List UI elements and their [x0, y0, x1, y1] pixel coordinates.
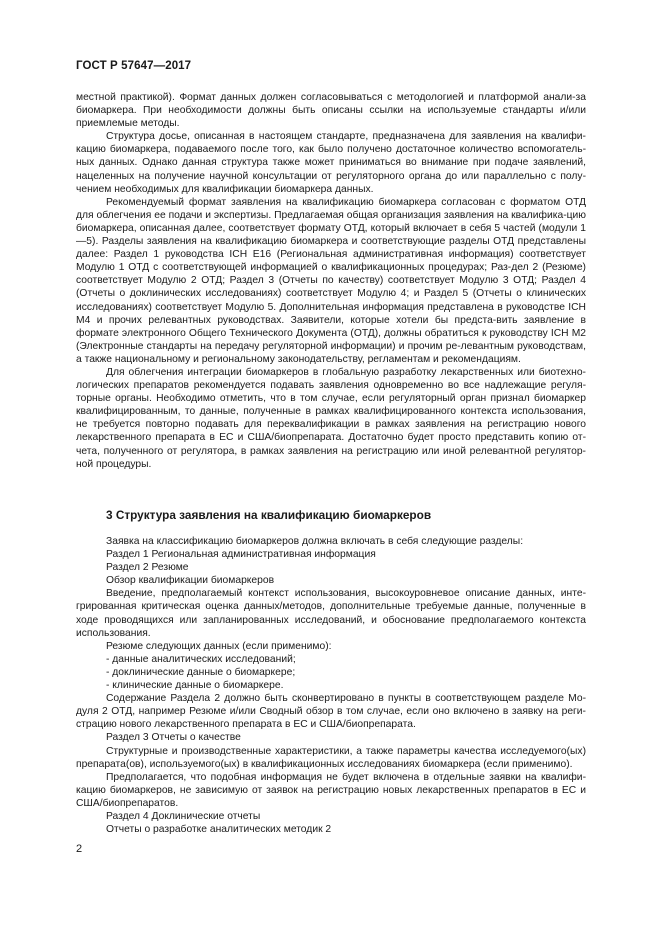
- section-item-1: Раздел 1 Региональная административная информация: [106, 549, 376, 561]
- section-intro: Заявка на классификацию биомаркеров должна включать в себя следующие разделы:: [106, 536, 524, 547]
- list-item: - данные аналитических исследований;: [106, 653, 296, 665]
- page-number: 2: [76, 843, 83, 855]
- section-subheading-overview: Обзор квалификации биомаркеров: [106, 575, 275, 587]
- section-summary-intro: Резюме следующих данных (если применимо):: [106, 640, 332, 652]
- paragraph-continuation: местной практикой). Формат данных должен согласовываться с методологией и платформой анали-за биомаркера. При необходимости должны быть описаны ссылки на используемые стандарты и/или приемлемые методы.: [76, 92, 586, 130]
- section-paragraph-introduction: Введение, предполагаемый контекст использования, высокоуровневое описание данных, инте-грированная критическая оценка данных/методов, дополнительные требуемые данные, полученные в ходе проводящихся или запланированных исследований, и обоснование предполагаемого контекста использования.: [76, 588, 586, 639]
- section-paragraph-quality: Структурные и производственные характеристики, а также параметры качества исследуемого(ых) препарата(ов), используемого(ых) в квалификационных исследованиях биомаркера (если применимо).: [76, 745, 586, 770]
- section-paragraph-assumption: Предполагается, что подобная информация не будет включена в отдельные заявки на квалифи-кацию биомаркеров, не зависимую от заявок на регистрацию новых лекарственных препаратов в ЕС и США/биопрепаратов.: [76, 771, 586, 809]
- list-item: - клинические данные о биомаркере.: [106, 680, 284, 692]
- section-item-4: Раздел 4 Доклинические отчеты: [106, 810, 261, 822]
- section-paragraph-content: Содержание Раздела 2 должно быть сконвертировано в пункты в соответствующем разделе Мо-дуля 2 ОТД, например Резюме и/или Сводный обзор в том случае, если оно включено в заявку на реги-страцию нового лекарственного препарата в ЕС и США/биопрепарата.: [76, 693, 586, 731]
- section-item-2: Раздел 2 Резюме: [106, 562, 189, 574]
- standard-header: ГОСТ Р 57647—2017: [76, 60, 192, 72]
- section-item-3: Раздел 3 Отчеты о качестве: [106, 732, 241, 744]
- paragraph-dossier-structure: Структура досье, описанная в настоящем стандарте, предназначена для заявления на квалифи-кацию биомаркера, подаваемого после того, как было получено достаточное количество вспомогатель-ных данных. Однако данная структура также может приниматься во внимание при подаче заявлений, нацеленных на получение научной консультации от регуляторного органа до или параллельно с полу-чением необходимых для квалификации биомаркера данных.: [76, 131, 586, 195]
- list-item: - доклинические данные о биомаркере;: [106, 666, 296, 678]
- section-item-reports: Отчеты о разработке аналитических методик 2: [106, 824, 332, 836]
- section-body: [76, 535, 586, 836]
- paragraph-recommended-format: Рекомендуемый формат заявления на квалификацию биомаркера согласован с форматом ОТД для облегчения ее подачи и экспертизы. Предлагаемая общая организация заявления на квалифика-цию биомаркера, описанная далее, соответствует формату ОТД, который включает в себя 5 частей (модули 1—5). Разделы заявления на квалификацию биомаркера и соответствующие разделы ОТД представлены далее: Раздел 1 руководства ICH E16 (Региональная административная информация) соответствует Модулю 1 ОТД с соответствующей информацией о квалификационных процедурах; Раз-дел 2 (Резюме) соответствует Модулю 2 ОТД; Раздел 3 (Отчеты по качеству) соответствует Модулю 3 ОТД; Раздел 4 (Отчеты о доклинических исследованиях) соответствует Модулю 4; и Раздел 5 (Отчеты о клинических исследованиях) соответствует Модулю 5. Дополнительная информация представлена в руководстве ICH M4 и прочих релевантных руководствах. Заявители, которые хотели бы предста-вить заявление в формате электронного Общего Технического Документа (ОТД), должны обратиться к руководству ICH M2 (Электронные стандарты на передачу регуляторной информации) и прочим ре-левантным руководствам, а также национальному и региональному законодательству, регламентам и рекомендациям.: [76, 196, 586, 365]
- section-title: 3 Структура заявления на квалификацию биомаркеров: [106, 508, 432, 522]
- body-text: [76, 91, 586, 471]
- paragraph-integration: Для облегчения интеграции биомаркеров в глобальную разработку лекарственных или биотехно-логических препаратов рекомендуется подавать заявления одновременно во все надлежащие регуля-торные органы. Необходимо отметить, что в том случае, если регуляторный орган признал биомаркер квалифицированным, то данные, полученные в рамках квалифицированного контекста использования, не требуется повторно подавать для переквалификации в рамках заявления на регистрацию нового лекарственного препарата в ЕС и США/биопрепарата. Достаточно будет просто представить копию от-чета, полученного от регулятора, в рамках заявления на регистрацию или иной релевантной регулятор-ной процедуры.: [76, 366, 586, 470]
